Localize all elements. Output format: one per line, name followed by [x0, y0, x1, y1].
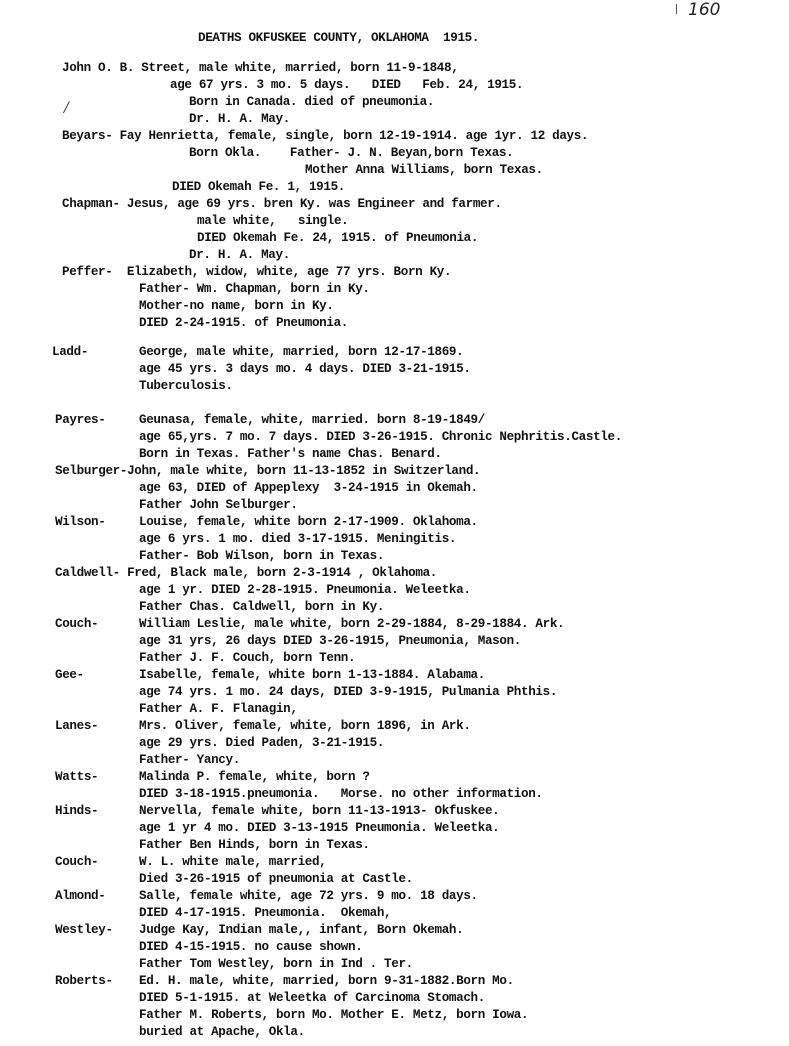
text-line: Hinds- — [55, 804, 99, 818]
text-line: age 6 yrs. 1 mo. died 3-17-1915. Meningitis. — [139, 532, 457, 546]
text-line: Couch- — [55, 617, 99, 631]
text-line: Father Ben Hinds, born in Texas. — [139, 838, 370, 852]
text-line: age 45 yrs. 3 days mo. 4 days. DIED 3-21-1915. — [139, 362, 471, 376]
text-line: Nervella, female white, born 11-13-1913- Okfuskee. — [139, 804, 500, 818]
text-line: John O. B. Street, male white, married, born 11-9-1848, — [62, 61, 459, 75]
text-line: age 1 yr 4 mo. DIED 3-13-1915 Pneumonia. Weleetka. — [139, 821, 500, 835]
text-line: Father M. Roberts, born Mo. Mother E. Metz, born Iowa. — [139, 1008, 529, 1022]
text-line: DIED 5-1-1915. at Weleetka of Carcinoma Stomach. — [139, 991, 485, 1005]
text-line: age 29 yrs. Died Paden, 3-21-1915. — [139, 736, 385, 750]
text-line: Westley- — [55, 923, 113, 937]
text-line: Isabelle, female, white born 1-13-1884. Alabama. — [139, 668, 485, 682]
text-line: DIED 2-24-1915. of Pneumonia. — [139, 316, 349, 330]
text-line: Gee- — [55, 668, 84, 682]
page-number: 160 — [688, 0, 721, 20]
text-line: Roberts- — [55, 974, 113, 988]
text-line: age 74 yrs. 1 mo. 24 days, DIED 3-9-1915, Pulmania Phthis. — [139, 685, 558, 699]
text-line: Father- Bob Wilson, born in Texas. — [139, 549, 385, 563]
text-line: Selburger-John, male white, born 11-13-1852 in Switzerland. — [55, 464, 481, 478]
text-line: Father- Wm. Chapman, born in Ky. — [139, 282, 370, 296]
text-line: Dr. H. A. May. — [189, 112, 290, 126]
text-line: male white, single. — [197, 214, 349, 228]
text-line: age 31 yrs, 26 days DIED 3-26-1915, Pneumonia, Mason. — [139, 634, 521, 648]
text-line: Mrs. Oliver, female, white, born 1896, in Ark. — [139, 719, 471, 733]
text-line: Father John Selburger. — [139, 498, 298, 512]
text-line: Beyars- Fay Henrietta, female, single, born 12-19-1914. age 1yr. 12 days. — [62, 129, 589, 143]
text-line: Geunasa, female, white, married. born 8-19-1849/ — [139, 413, 485, 427]
text-line: Ed. H. male, white, married, born 9-31-1882.Born Mo. — [139, 974, 514, 988]
text-line: Father Tom Westley, born in Ind . Ter. — [139, 957, 413, 971]
text-line: Watts- — [55, 770, 99, 784]
text-line: age 67 yrs. 3 mo. 5 days. DIED Feb. 24, 1915. — [170, 78, 524, 92]
text-line: Father- Yancy. — [139, 753, 240, 767]
text-line: buried at Apache, Okla. — [139, 1025, 305, 1039]
text-line: Died 3-26-1915 of pneumonia at Castle. — [139, 872, 413, 886]
text-line: Mother Anna Williams, born Texas. — [305, 163, 543, 177]
text-line: DIED Okemah Fe. 1, 1915. — [172, 180, 345, 194]
document-title: DEATHS OKFUSKEE COUNTY, OKLAHOMA 1915. — [198, 31, 480, 45]
text-line: Louise, female, white born 2-17-1909. Oklahoma. — [139, 515, 478, 529]
text-line: DIED 4-15-1915. no cause shown. — [139, 940, 363, 954]
text-line: Lanes- — [55, 719, 99, 733]
text-line: Malinda P. female, white, born ? — [139, 770, 370, 784]
text-line: Born in Texas. Father's name Chas. Benard. — [139, 447, 442, 461]
text-line: DIED 3-18-1915.pneumonia. Morse. no other information. — [139, 787, 543, 801]
text-line: Salle, female white, age 72 yrs. 9 mo. 18 days. — [139, 889, 478, 903]
text-line: George, male white, married, born 12-17-1869. — [139, 345, 464, 359]
text-line: W. L. white male, married, — [139, 855, 327, 869]
text-line: Caldwell- Fred, Black male, born 2-3-1914 , Oklahoma. — [55, 566, 437, 580]
text-line: Mother-no name, born in Ky. — [139, 299, 334, 313]
text-line: Ladd- — [52, 345, 89, 359]
text-line: Almond- — [55, 889, 106, 903]
text-line: DIED Okemah Fe. 24, 1915. of Pneumonia. — [197, 231, 479, 245]
text-line: age 1 yr. DIED 2-28-1915. Pneumonia. Weleetka. — [139, 583, 471, 597]
text-line: DIED 4-17-1915. Pneumonia. Okemah, — [139, 906, 392, 920]
text-line: Judge Kay, Indian male,, infant, Born Okemah. — [139, 923, 464, 937]
text-line: Payres- — [55, 413, 106, 427]
text-line: Chapman- Jesus, age 69 yrs. bren Ky. was Engineer and farmer. — [62, 197, 502, 211]
text-line: age 65,yrs. 7 mo. 7 days. DIED 3-26-1915. Chronic Nephritis.Castle. — [139, 430, 622, 444]
text-line: Father Chas. Caldwell, born in Ky. — [139, 600, 385, 614]
margin-mark: / — [64, 100, 69, 116]
text-line: Dr. H. A. May. — [189, 248, 290, 262]
text-line: William Leslie, male white, born 2-29-1884, 8-29-1884. Ark. — [139, 617, 565, 631]
text-line: Father J. F. Couch, born Tenn. — [139, 651, 356, 665]
text-line: Father A. F. Flanagin, — [139, 702, 298, 716]
text-line: Couch- — [55, 855, 99, 869]
text-line: Peffer- Elizabeth, widow, white, age 77 yrs. Born Ky. — [62, 265, 452, 279]
text-line: Born in Canada. died of pneumonia. — [189, 95, 435, 109]
text-line: Wilson- — [55, 515, 106, 529]
text-line: Born Okla. Father- J. N. Beyan,born Texas. — [189, 146, 514, 160]
text-line: age 63, DIED of Appeplexy 3-24-1915 in Okemah. — [139, 481, 478, 495]
page-edge-mark — [676, 4, 677, 14]
text-line: Tuberculosis. — [139, 379, 233, 393]
